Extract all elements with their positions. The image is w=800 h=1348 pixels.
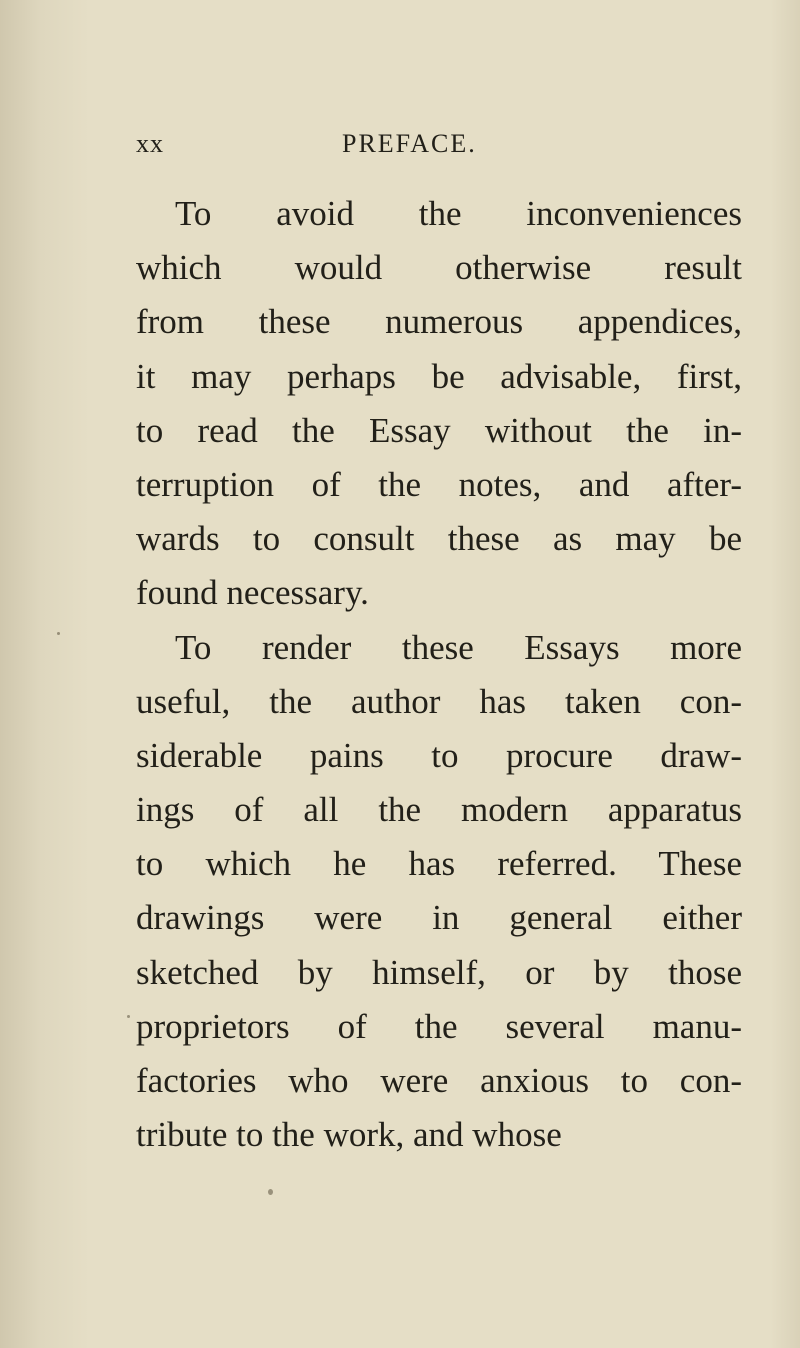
text-line: proprietors of the several manu- <box>136 1006 742 1046</box>
paper-speck <box>57 632 60 635</box>
text-line: ings of all the modern apparatus <box>136 790 742 830</box>
text-line: from these numerous appendices, <box>136 302 742 342</box>
text-line: useful, the author has taken con- <box>136 681 742 721</box>
paper-speck <box>127 1015 130 1018</box>
running-title: PREFACE. <box>342 129 477 158</box>
text-line: to read the Essay without the in- <box>136 410 742 450</box>
text-line: to which he has referred. These <box>136 844 742 884</box>
text-line: it may perhaps be advisable, first, <box>136 356 742 396</box>
text-line: wards to consult these as may be <box>136 519 742 559</box>
text-line: drawings were in general either <box>136 898 742 938</box>
text-line: siderable pains to procure draw- <box>136 735 742 775</box>
paragraph-2 <box>136 621 742 1163</box>
text-line: which would otherwise result <box>136 248 742 288</box>
text-line: found necessary. <box>136 573 369 613</box>
text-line: sketched by himself, or by those <box>136 952 742 992</box>
text-line: terruption of the notes, and after- <box>136 464 742 504</box>
paper-speck <box>268 1189 273 1195</box>
text-line: To render these Essays more <box>175 627 742 667</box>
body-text <box>136 187 742 1162</box>
text-line: To avoid the inconveniences <box>175 194 742 233</box>
text-line: factories who were anxious to con- <box>136 1061 742 1100</box>
paragraph-1 <box>136 187 742 621</box>
page-number: xx <box>136 129 164 158</box>
page-header <box>136 129 496 169</box>
text-line: tribute to the work, and whose <box>136 1115 562 1155</box>
